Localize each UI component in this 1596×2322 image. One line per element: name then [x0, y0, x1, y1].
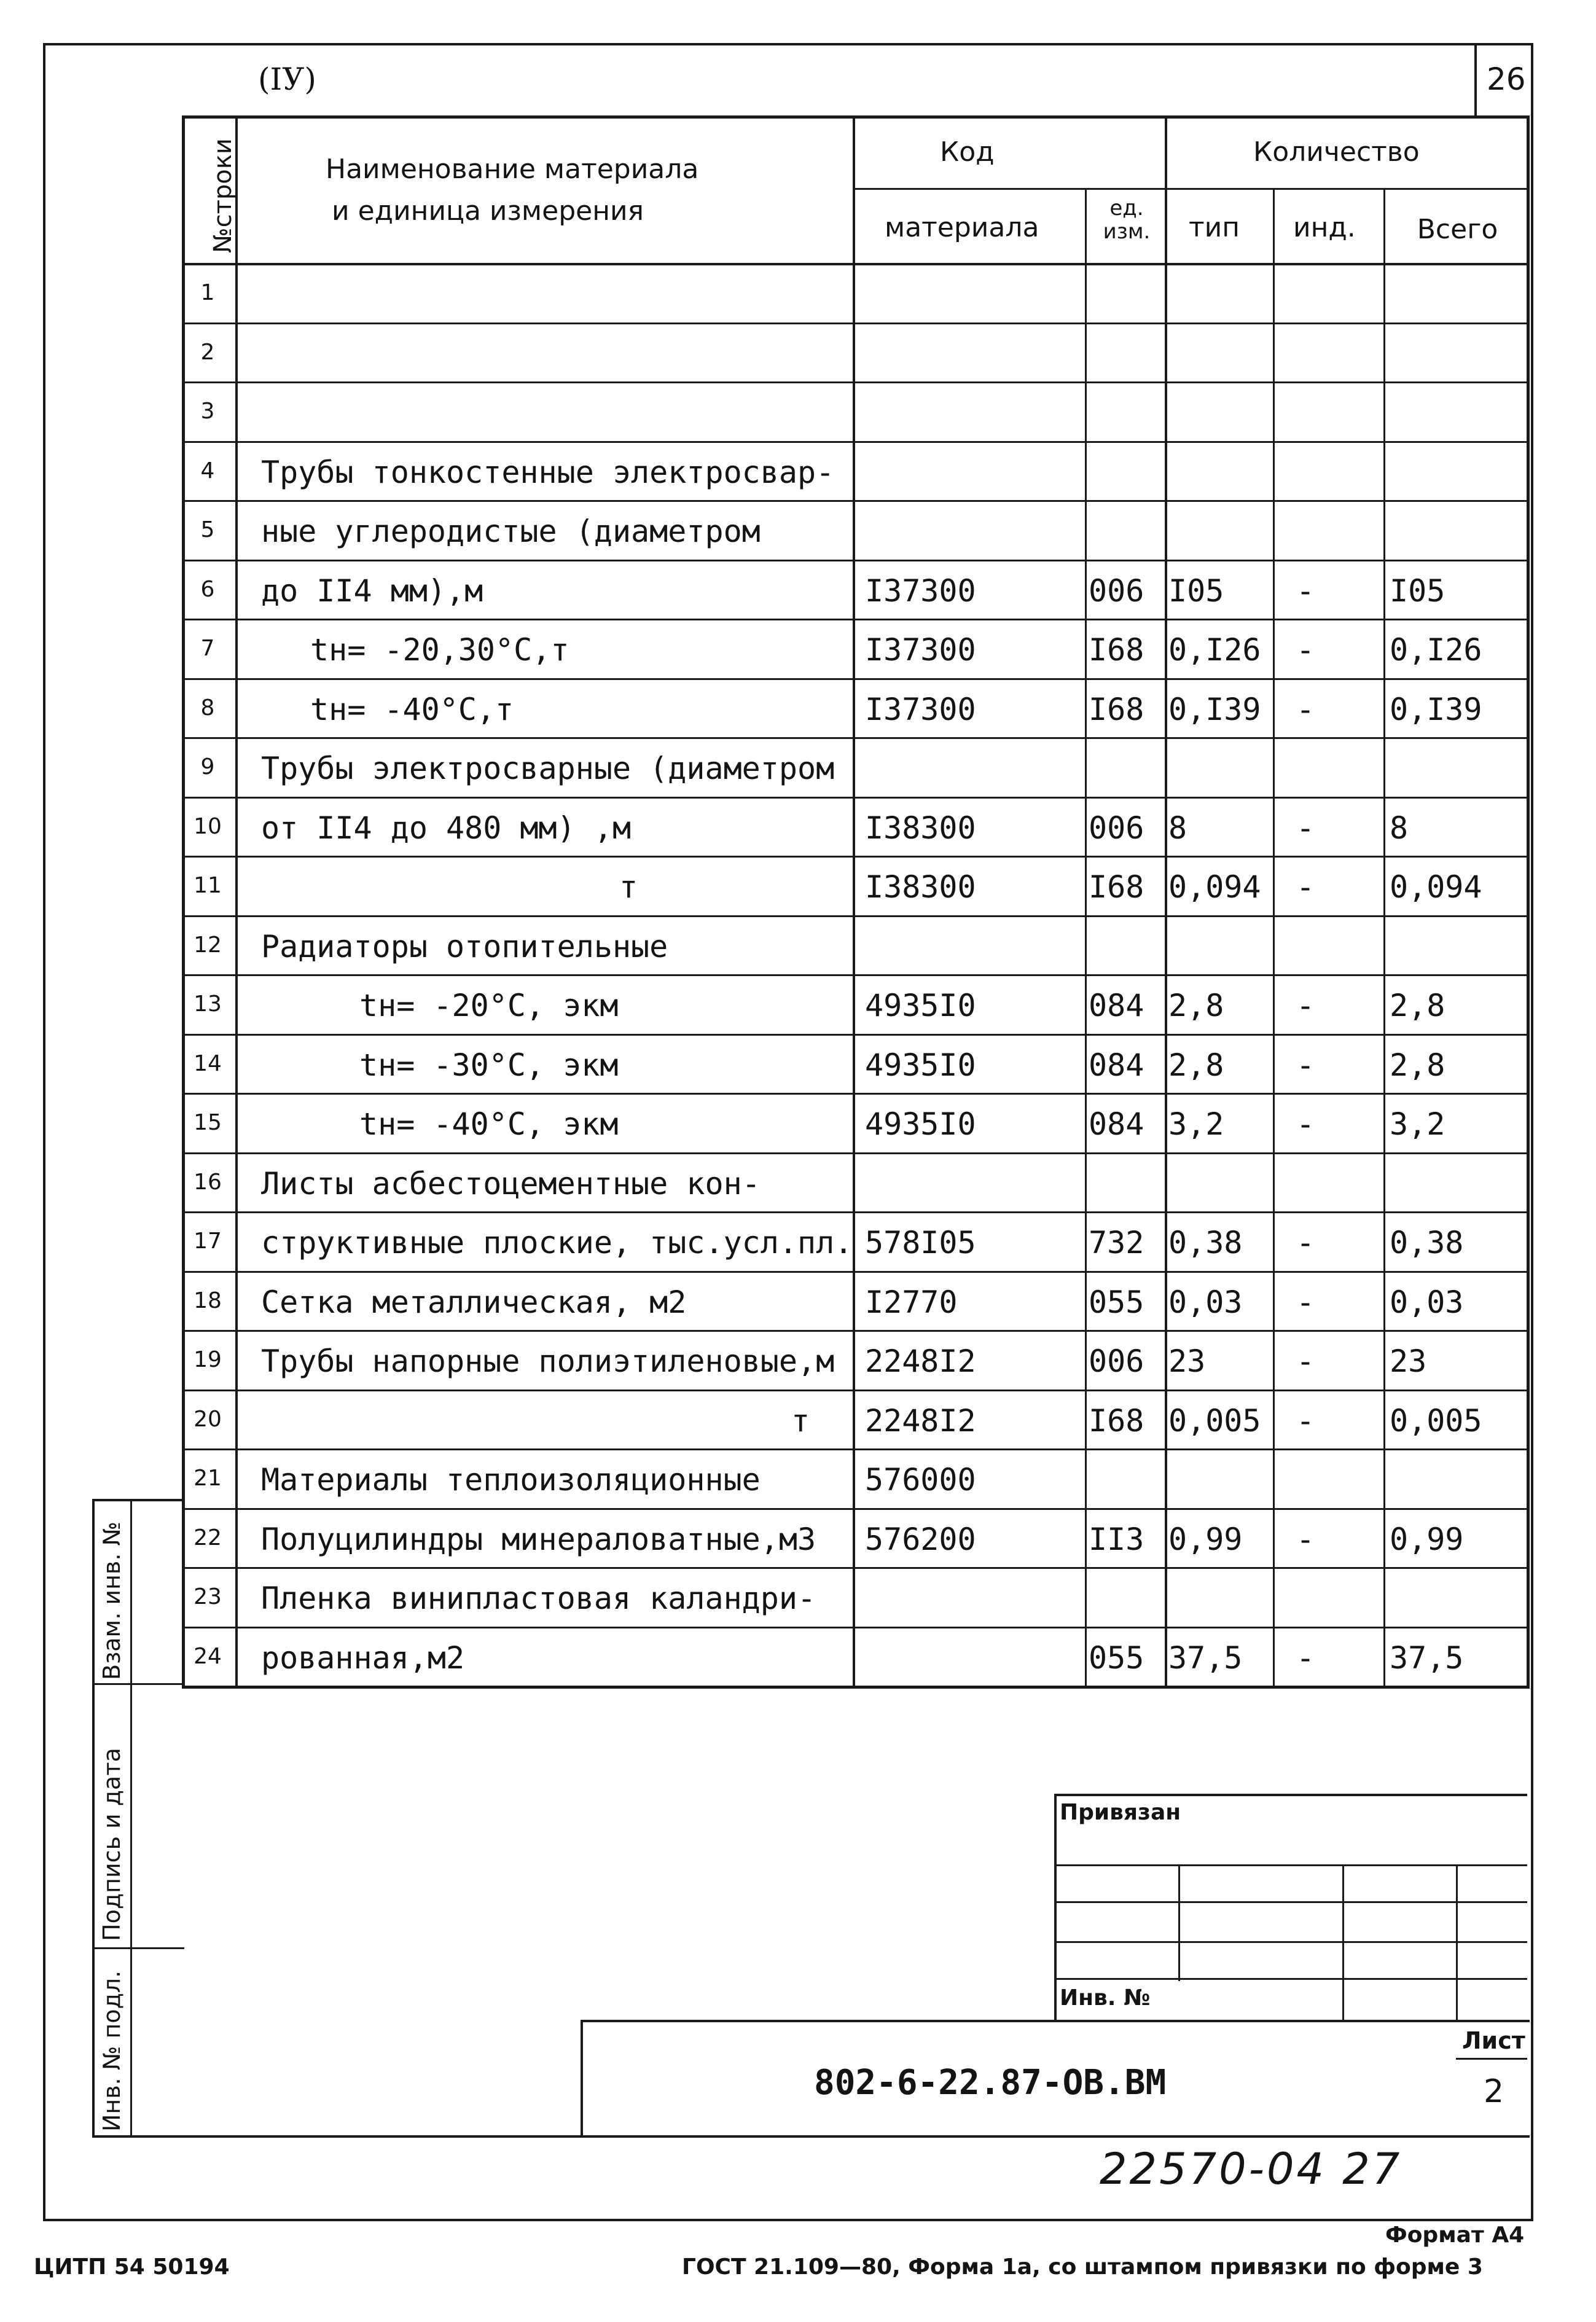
row-number: 19 [194, 1347, 222, 1372]
row-number: 10 [194, 813, 222, 839]
row-name: т [619, 869, 638, 905]
row-total: 0,094 [1390, 869, 1482, 905]
row-line [182, 1390, 1530, 1391]
row-unit: 006 [1089, 573, 1144, 609]
row-number: 15 [194, 1110, 222, 1135]
row-line [182, 1448, 1530, 1450]
code-unit-header: ед. изм. [1103, 196, 1151, 244]
row-ind: - [1296, 869, 1315, 905]
column-line [1273, 188, 1275, 1686]
row-code: 576200 [865, 1521, 976, 1557]
row-unit: I68 [1089, 691, 1144, 727]
qty-type-header: тип [1189, 212, 1240, 243]
row-type: 3,2 [1168, 1106, 1224, 1142]
row-line [182, 737, 1530, 739]
row-code: I37300 [865, 573, 976, 609]
row-total: 0,38 [1390, 1225, 1464, 1261]
row-type: 0,005 [1168, 1402, 1261, 1439]
row-number: 16 [194, 1169, 222, 1195]
row-unit: 084 [1089, 1047, 1144, 1083]
row-ind: - [1296, 1284, 1315, 1320]
table-top-border [182, 115, 1530, 119]
header-bottom-line [182, 263, 1530, 265]
row-code: I37300 [865, 691, 976, 727]
row-line [182, 915, 1530, 917]
row-code: 2248I2 [865, 1343, 976, 1379]
row-code: 576000 [865, 1462, 976, 1498]
podpis-data-label: Подпись и дата [98, 1748, 125, 1941]
row-total: 23 [1390, 1343, 1427, 1379]
row-code: 578I05 [865, 1225, 976, 1261]
row-total: 2,8 [1390, 988, 1445, 1023]
row-line [182, 1508, 1530, 1510]
row-total: 0,I39 [1390, 691, 1482, 727]
page-number: 26 [1487, 61, 1526, 97]
row-number: 13 [194, 991, 222, 1017]
row-line [182, 381, 1530, 383]
row-line [182, 1152, 1530, 1154]
table-bottom-border [182, 1686, 1530, 1689]
row-number: 22 [194, 1525, 222, 1550]
table-right-border [1527, 115, 1530, 1689]
doc-code: 802-6-22.87-ОВ.ВМ [814, 2063, 1167, 2103]
row-number-header: №строки [209, 138, 237, 253]
row-name: tн= -40°С, экм [359, 1106, 619, 1142]
row-name: tн= -40°С,т [310, 691, 514, 727]
row-code: I38300 [865, 810, 976, 846]
quantity-header: Количество [1253, 136, 1420, 168]
handwritten-number: 22570-04 27 [1100, 2144, 1402, 2194]
privyazan-label: Привязан [1060, 1800, 1181, 1825]
row-type: 0,094 [1168, 869, 1261, 905]
column-line [1383, 188, 1385, 1686]
row-total: 3,2 [1390, 1106, 1445, 1142]
row-ind: - [1296, 988, 1315, 1023]
row-unit: II3 [1089, 1521, 1144, 1557]
page-number-divider [1474, 43, 1477, 117]
row-number: 21 [194, 1466, 222, 1491]
row-total: 0,99 [1390, 1521, 1464, 1557]
inv-no-label: Инв. № [1060, 1985, 1151, 2011]
row-name: Трубы тонкостенные электросвар- [261, 454, 835, 490]
row-type: 0,I39 [1168, 691, 1261, 727]
sheet-number: 2 [1484, 2073, 1504, 2110]
row-name: Сетка металлическая, м2 [261, 1284, 687, 1320]
row-unit: I68 [1089, 869, 1144, 905]
row-name: Радиаторы отопительные [261, 928, 668, 964]
row-ind: - [1296, 1343, 1315, 1379]
row-number: 14 [194, 1050, 222, 1076]
row-name: до II4 мм),м [261, 573, 483, 609]
format-label: Формат А4 [1385, 2222, 1525, 2248]
row-line [182, 1034, 1530, 1036]
row-line [182, 1271, 1530, 1273]
row-ind: - [1296, 573, 1315, 609]
header-mid-line [853, 188, 1530, 190]
row-code: 4935I0 [865, 988, 976, 1023]
row-type: 2,8 [1168, 1047, 1224, 1083]
row-name: Трубы электросварные (диаметром [261, 751, 835, 786]
row-number: 2 [200, 339, 215, 365]
row-total: I05 [1390, 573, 1445, 609]
row-total: 0,005 [1390, 1402, 1482, 1439]
row-type: 8 [1168, 810, 1187, 846]
row-unit: I68 [1089, 1402, 1144, 1439]
row-number: 6 [200, 576, 215, 602]
row-name: Листы асбестоцементные кон- [261, 1165, 761, 1202]
row-code: 4935I0 [865, 1106, 976, 1142]
row-number: 20 [194, 1406, 222, 1432]
row-number: 8 [200, 695, 215, 721]
vzam-inv-label: Взам. инв. № [98, 1521, 125, 1680]
row-type: 0,38 [1168, 1225, 1243, 1261]
row-number: 12 [194, 932, 222, 958]
row-number: 3 [200, 399, 215, 424]
row-name: tн= -20°С, экм [359, 988, 619, 1023]
row-unit: 006 [1089, 1343, 1144, 1379]
section-label: (IУ) [258, 61, 316, 97]
row-number: 17 [194, 1229, 222, 1254]
row-number: 4 [200, 458, 215, 483]
inv-podl-label: Инв. № подл. [98, 1970, 125, 2132]
row-name: Материалы теплоизоляционные [261, 1462, 761, 1498]
row-number: 23 [194, 1584, 222, 1609]
row-type: 23 [1168, 1343, 1206, 1379]
row-ind: - [1296, 1521, 1315, 1557]
row-ind: - [1296, 1106, 1315, 1142]
qty-total-header: Всего [1417, 214, 1498, 245]
sheet-label: Лист [1462, 2027, 1525, 2054]
row-name: от II4 до 480 мм) ,м [261, 810, 632, 846]
row-line [182, 441, 1530, 443]
row-name: Полуцилиндры минераловатные,м3 [261, 1521, 816, 1557]
name-header-line2: и единица измерения [332, 195, 644, 227]
row-ind: - [1296, 1402, 1315, 1439]
row-type: 37,5 [1168, 1640, 1243, 1676]
row-ind: - [1296, 691, 1315, 727]
row-ind: - [1296, 632, 1315, 668]
row-name: рованная,м2 [261, 1640, 465, 1676]
row-name: т [791, 1402, 810, 1439]
row-total: 2,8 [1390, 1047, 1445, 1083]
row-ind: - [1296, 1047, 1315, 1083]
row-number: 11 [194, 873, 222, 898]
row-line [182, 797, 1530, 799]
row-ind: - [1296, 1225, 1315, 1261]
column-line [1085, 188, 1087, 1686]
row-code: I2770 [865, 1284, 958, 1320]
row-type: 0,03 [1168, 1284, 1243, 1320]
row-code: 2248I2 [865, 1402, 976, 1439]
row-name: ные углеродистые (диаметром [261, 514, 761, 549]
row-line [182, 1330, 1530, 1332]
row-type: I05 [1168, 573, 1224, 609]
row-number: 9 [200, 754, 215, 780]
row-code: I37300 [865, 632, 976, 668]
row-ind: - [1296, 1640, 1315, 1676]
row-type: 2,8 [1168, 988, 1224, 1023]
row-code: 4935I0 [865, 1047, 976, 1083]
row-unit: 006 [1089, 810, 1144, 846]
row-total: 37,5 [1390, 1640, 1464, 1676]
row-code: I38300 [865, 869, 976, 905]
row-name: Трубы напорные полиэтиленовые,м [261, 1343, 835, 1379]
row-unit: 084 [1089, 1106, 1144, 1142]
row-line [182, 500, 1530, 502]
row-line [182, 1567, 1530, 1569]
row-line [182, 856, 1530, 858]
org-label: ЦИТП 54 50194 [34, 2254, 230, 2280]
row-unit: I68 [1089, 632, 1144, 668]
row-unit: 055 [1089, 1640, 1144, 1676]
row-number: 5 [200, 517, 215, 542]
row-unit: 732 [1089, 1225, 1144, 1261]
row-name: Пленка винипластовая каландри- [261, 1581, 816, 1616]
row-total: 0,03 [1390, 1284, 1464, 1320]
row-name: tн= -30°С, экм [359, 1047, 619, 1083]
row-line [182, 678, 1530, 680]
row-unit: 084 [1089, 988, 1144, 1023]
row-unit: 055 [1089, 1284, 1144, 1320]
row-type: 0,I26 [1168, 632, 1261, 668]
row-number: 1 [200, 280, 215, 305]
row-total: 8 [1390, 810, 1409, 846]
row-line [182, 1093, 1530, 1095]
row-name: структивные плоские, тыс.усл.пл. [261, 1225, 853, 1261]
qty-ind-header: инд. [1293, 212, 1356, 243]
row-name: tн= -20,30°С,т [310, 632, 569, 668]
row-number: 24 [194, 1643, 222, 1669]
row-ind: - [1296, 810, 1315, 846]
row-type: 0,99 [1168, 1521, 1243, 1557]
row-line [182, 1211, 1530, 1213]
row-line [182, 560, 1530, 561]
row-line [182, 322, 1530, 324]
row-number: 18 [194, 1288, 222, 1313]
row-number: 7 [200, 636, 215, 661]
row-line [182, 974, 1530, 976]
code-header: Код [940, 136, 995, 168]
row-line [182, 1627, 1530, 1628]
code-material-header: материала [885, 212, 1039, 243]
standard-label: ГОСТ 21.109—80, Форма 1а, со штампом привязки по форме 3 [682, 2254, 1483, 2280]
name-header-line1: Наименование материала [326, 154, 699, 185]
row-line [182, 619, 1530, 620]
row-total: 0,I26 [1390, 632, 1482, 668]
